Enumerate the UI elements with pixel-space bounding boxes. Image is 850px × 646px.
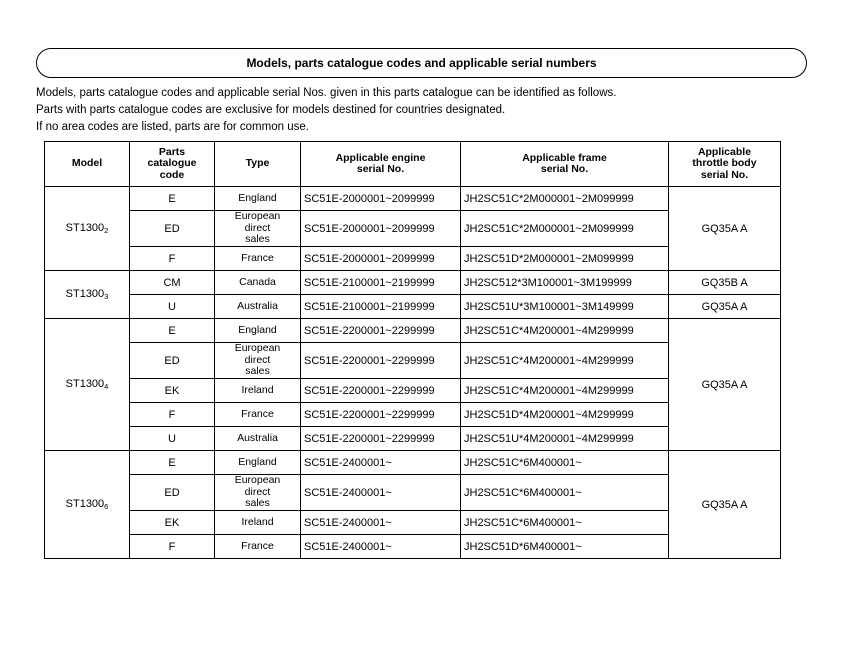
type-line: direct (244, 221, 271, 234)
type-line: European (234, 342, 281, 355)
engine-serial-cell: SC51E-2200001~2299999 (301, 427, 461, 451)
header-throttle-line: serial No. (700, 168, 749, 181)
type-line: direct (244, 485, 271, 498)
type-line: France (241, 251, 274, 264)
table-row (45, 451, 781, 475)
type-cell (215, 451, 301, 475)
engine-serial-cell: SC51E-2200001~2299999 (301, 343, 461, 379)
header-code-line: Parts (158, 145, 186, 158)
table-row (45, 271, 781, 295)
code-cell: ED (130, 475, 215, 511)
model-year-suffix: 6 (104, 502, 109, 511)
code-cell: CM (130, 271, 215, 295)
frame-serial-cell: JH2SC51C*2M000001~2M099999 (461, 187, 669, 211)
engine-serial-cell: SC51E-2100001~2199999 (301, 271, 461, 295)
type-cell (215, 247, 301, 271)
throttle-serial-cell: GQ35A A (669, 295, 781, 319)
header-frame (461, 142, 669, 187)
intro-line-1: Models, parts catalogue codes and applicable serial Nos. given in this parts catalogue can be identified as follows. (36, 87, 617, 99)
type-line: sales (245, 497, 270, 510)
type-cell (215, 535, 301, 559)
model-cell (45, 451, 130, 559)
type-line: European (234, 474, 281, 487)
model-cell (45, 187, 130, 271)
throttle-serial-cell: GQ35A A (669, 187, 781, 271)
header-throttle (669, 142, 781, 187)
table-body (45, 187, 781, 559)
header-engine-line: serial No. (356, 163, 405, 175)
engine-serial-cell: SC51E-2400001~ (301, 535, 461, 559)
code-cell: EK (130, 511, 215, 535)
engine-serial-cell: SC51E-2200001~2299999 (301, 319, 461, 343)
model-year-suffix: 4 (104, 382, 109, 391)
model-cell (45, 319, 130, 451)
type-line: Australia (237, 431, 278, 444)
code-cell: F (130, 535, 215, 559)
frame-serial-cell: JH2SC51C*2M000001~2M099999 (461, 211, 669, 247)
type-cell (215, 427, 301, 451)
header-model: Model (45, 142, 130, 187)
table-row (45, 187, 781, 211)
intro-line-2: Parts with parts catalogue codes are exclusive for models destined for countries designated. (36, 104, 506, 116)
engine-serial-cell: SC51E-2400001~ (301, 451, 461, 475)
code-cell: ED (130, 343, 215, 379)
page-title: Models, parts catalogue codes and applicable serial numbers (36, 48, 807, 78)
model-year-suffix: 3 (104, 292, 109, 301)
header-engine (301, 142, 461, 187)
frame-serial-cell: JH2SC51C*6M400001~ (461, 511, 669, 535)
frame-serial-cell: JH2SC51U*4M200001~4M299999 (461, 427, 669, 451)
model-name: ST1300 (65, 222, 105, 234)
type-line: England (238, 455, 277, 468)
type-cell (215, 187, 301, 211)
type-cell (215, 403, 301, 427)
header-code-line: catalogue (147, 157, 197, 170)
type-cell (215, 271, 301, 295)
header-throttle-line: throttle body (692, 157, 757, 170)
type-line: Australia (237, 299, 278, 312)
engine-serial-cell: SC51E-2200001~2299999 (301, 403, 461, 427)
model-year-suffix: 2 (104, 226, 109, 235)
frame-serial-cell: JH2SC51D*2M000001~2M099999 (461, 247, 669, 271)
type-line: Ireland (241, 515, 274, 528)
type-line: sales (245, 365, 270, 378)
frame-serial-cell: JH2SC51U*3M100001~3M149999 (461, 295, 669, 319)
code-cell: ED (130, 211, 215, 247)
throttle-serial-cell: GQ35A A (669, 319, 781, 451)
engine-serial-cell: SC51E-2400001~ (301, 511, 461, 535)
code-cell: E (130, 451, 215, 475)
table-row (45, 319, 781, 343)
table-row (45, 295, 781, 319)
frame-serial-cell: JH2SC51C*4M200001~4M299999 (461, 379, 669, 403)
engine-serial-cell: SC51E-2000001~2099999 (301, 211, 461, 247)
engine-serial-cell: SC51E-2100001~2199999 (301, 295, 461, 319)
type-cell (215, 511, 301, 535)
model-name: ST1300 (65, 498, 105, 510)
frame-serial-cell: JH2SC51D*6M400001~ (461, 535, 669, 559)
frame-serial-cell: JH2SC51C*4M200001~4M299999 (461, 343, 669, 379)
code-cell: E (130, 319, 215, 343)
parts-table (44, 141, 781, 559)
code-cell: F (130, 403, 215, 427)
type-cell (215, 343, 301, 379)
type-line: sales (245, 233, 270, 246)
header-frame-line: Applicable frame (522, 151, 607, 164)
frame-serial-cell: JH2SC51D*4M200001~4M299999 (461, 403, 669, 427)
type-cell (215, 295, 301, 319)
frame-serial-cell: JH2SC51C*6M400001~ (461, 451, 669, 475)
code-cell: F (130, 247, 215, 271)
header-engine-line: Applicable engine (335, 151, 426, 164)
frame-serial-cell: JH2SC51C*4M200001~4M299999 (461, 319, 669, 343)
intro-line-3: If no area codes are listed, parts are for common use. (36, 121, 309, 133)
frame-serial-cell: JH2SC51C*6M400001~ (461, 475, 669, 511)
throttle-serial-cell: GQ35A A (669, 451, 781, 559)
model-cell (45, 271, 130, 319)
table-header-row (45, 142, 781, 187)
header-throttle-line: Applicable (697, 145, 752, 158)
code-cell: EK (130, 379, 215, 403)
type-cell (215, 211, 301, 247)
code-cell: U (130, 427, 215, 451)
frame-serial-cell: JH2SC512*3M100001~3M199999 (461, 271, 669, 295)
type-cell (215, 379, 301, 403)
model-name: ST1300 (65, 288, 105, 300)
model-name: ST1300 (65, 378, 105, 390)
type-line: England (238, 191, 277, 204)
engine-serial-cell: SC51E-2400001~ (301, 475, 461, 511)
type-line: England (238, 323, 277, 336)
type-line: European (234, 210, 281, 223)
header-frame-line: serial No. (540, 163, 589, 175)
type-line: Ireland (241, 383, 274, 396)
type-line: Canada (239, 275, 276, 288)
code-cell: E (130, 187, 215, 211)
engine-serial-cell: SC51E-2000001~2099999 (301, 187, 461, 211)
header-type: Type (215, 142, 301, 187)
engine-serial-cell: SC51E-2200001~2299999 (301, 379, 461, 403)
throttle-serial-cell: GQ35B A (669, 271, 781, 295)
type-cell (215, 475, 301, 511)
header-code-line: code (159, 168, 185, 181)
type-cell (215, 319, 301, 343)
engine-serial-cell: SC51E-2000001~2099999 (301, 247, 461, 271)
type-line: France (241, 407, 274, 420)
code-cell: U (130, 295, 215, 319)
type-line: direct (244, 353, 271, 366)
type-line: France (241, 539, 274, 552)
header-code (130, 142, 215, 187)
